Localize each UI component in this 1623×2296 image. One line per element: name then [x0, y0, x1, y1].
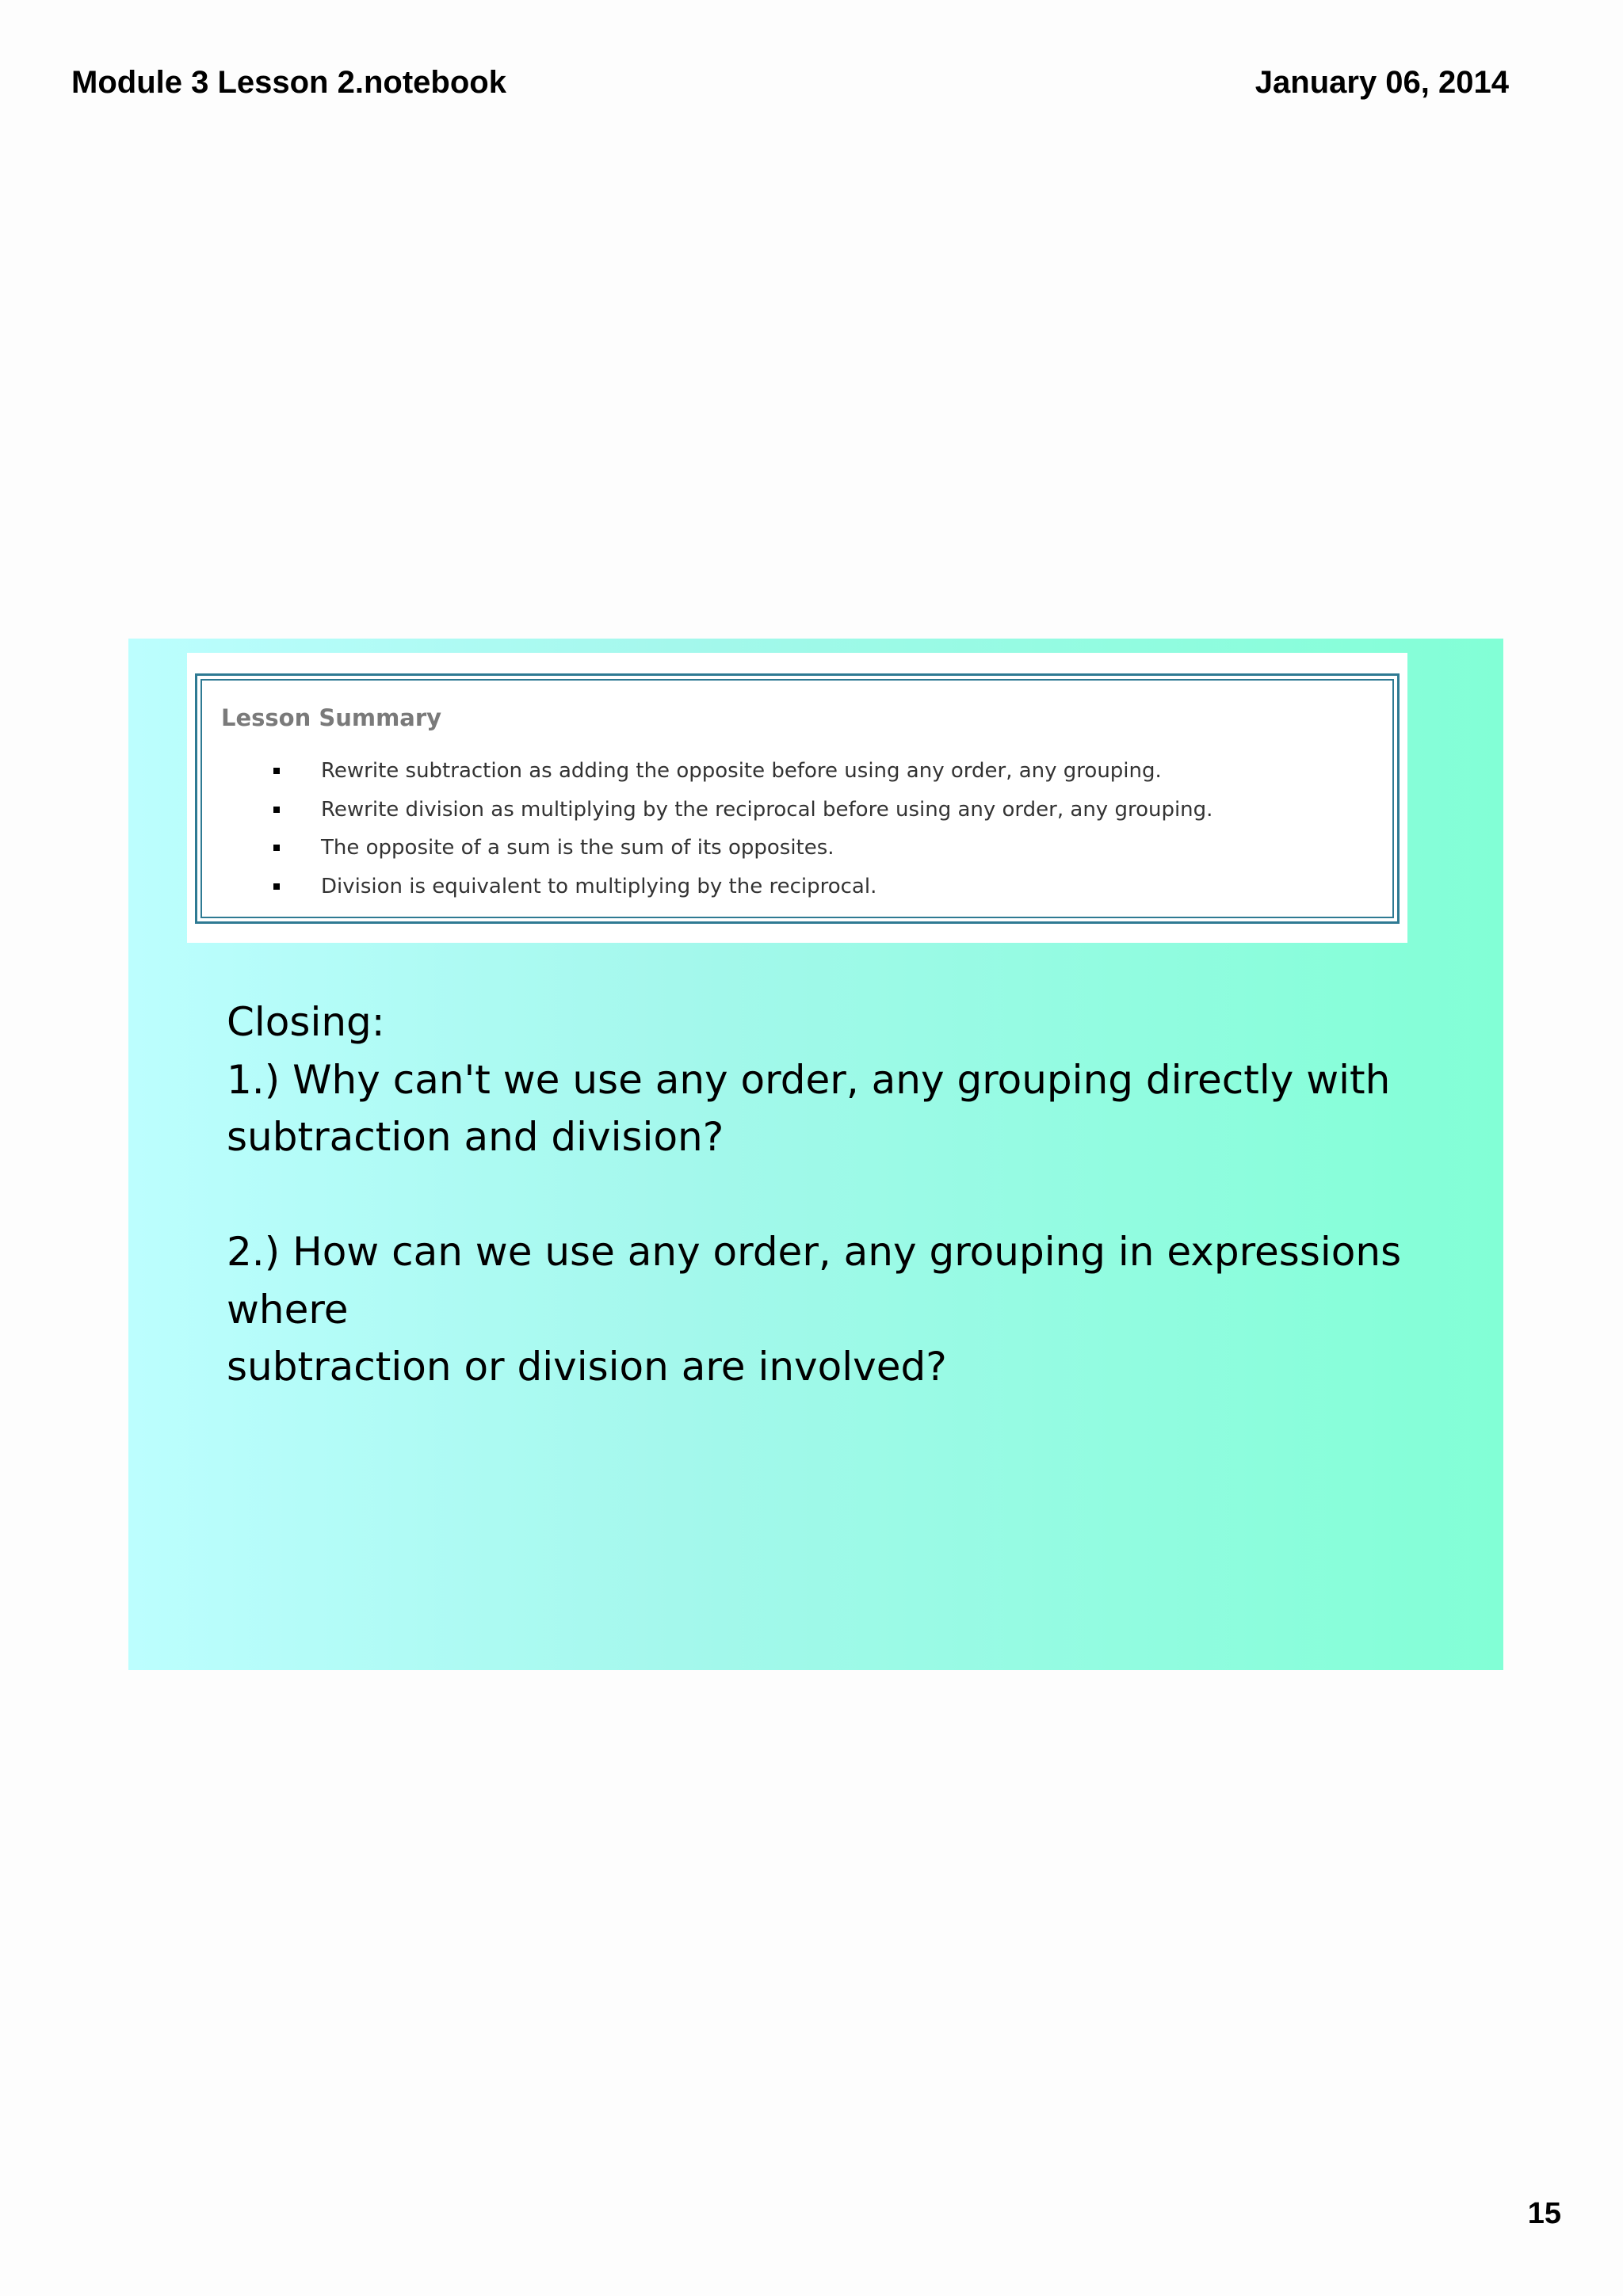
- square-bullet-icon: [273, 845, 280, 851]
- lesson-summary-image: [187, 653, 1407, 943]
- list-item: [202, 797, 1212, 836]
- list-item: [202, 758, 1212, 797]
- list-item-text: Rewrite division as multiplying by the reciprocal before using any order, any grouping.: [321, 797, 1213, 822]
- square-bullet-icon: [273, 768, 280, 774]
- lesson-summary-panel: [200, 679, 1394, 918]
- list-item: [202, 835, 1212, 874]
- page-number: 15: [1527, 2197, 1561, 2230]
- lesson-summary-heading: Lesson Summary: [221, 704, 442, 731]
- closing-question-1-line-2: subtraction and division?: [227, 1114, 724, 1160]
- closing-question-1-line-1: 1.) Why can't we use any order, any grouping directly with: [227, 1056, 1391, 1103]
- lesson-summary-border: [195, 673, 1400, 924]
- lesson-summary-list: [202, 758, 1212, 912]
- list-item-text: Division is equivalent to multiplying by the reciprocal.: [321, 874, 877, 898]
- closing-text-block: [227, 994, 1495, 1396]
- closing-heading: Closing:: [227, 999, 385, 1045]
- notebook-slide: [128, 639, 1503, 1670]
- list-item-text: The opposite of a sum is the sum of its opposites.: [321, 836, 834, 860]
- document-title: Module 3 Lesson 2.notebook: [71, 65, 506, 100]
- paragraph-gap: [227, 1166, 1495, 1224]
- list-item: [202, 874, 1212, 913]
- document-date: January 06, 2014: [1254, 65, 1509, 100]
- closing-question-2-line-1: 2.) How can we use any order, any grouping in expressions where: [227, 1229, 1402, 1333]
- square-bullet-icon: [273, 883, 280, 890]
- square-bullet-icon: [273, 807, 280, 813]
- list-item-text: Rewrite subtraction as adding the opposite before using any order, any grouping.: [321, 759, 1162, 783]
- closing-question-2-line-2: subtraction or division are involved?: [227, 1344, 947, 1390]
